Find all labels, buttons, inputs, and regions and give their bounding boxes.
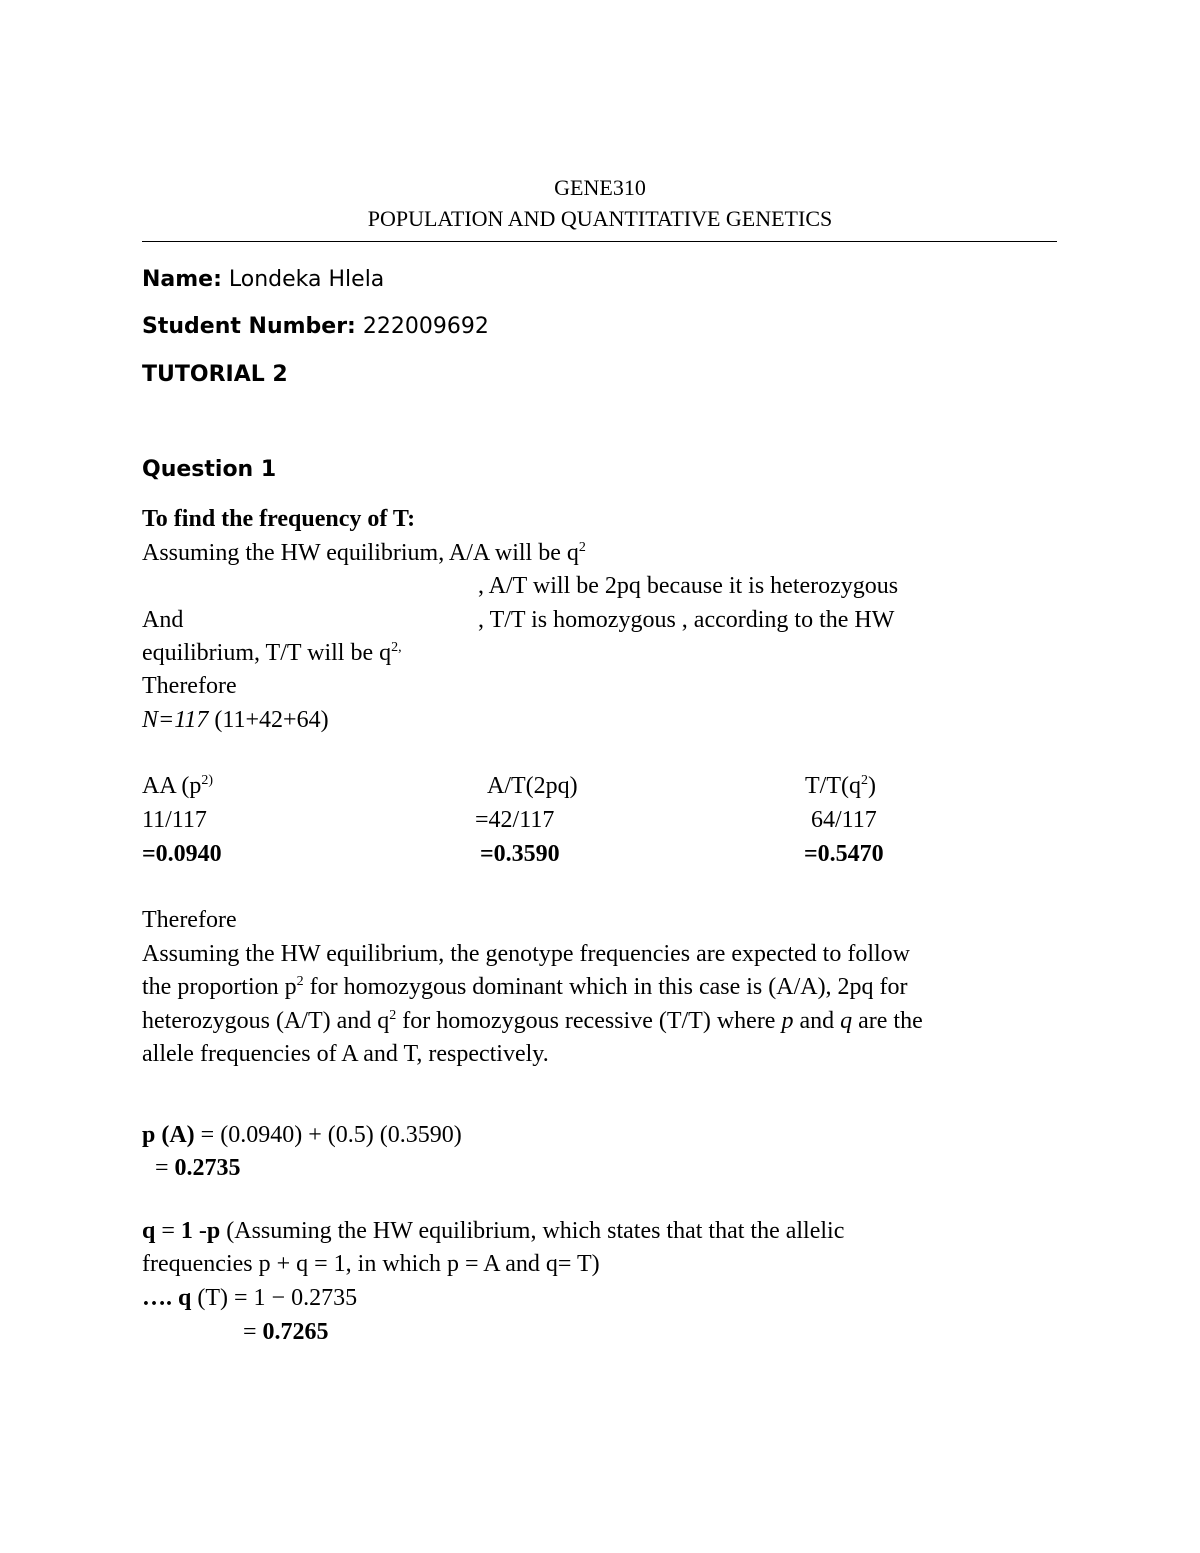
question-line-2: , A/T will be 2pq because it is heterozygous <box>478 573 899 599</box>
col-aa-header <box>142 773 213 800</box>
superscript: 2 <box>860 773 868 788</box>
line-text: the proportion p <box>142 974 297 1000</box>
question-line-5: Therefore <box>142 673 237 699</box>
name-label: Name: <box>142 267 222 292</box>
explanation-line-2 <box>142 974 908 1001</box>
q-calculation <box>142 1218 844 1245</box>
q-explanation: (Assuming the HW equilibrium, which states that that the allelic <box>220 1218 845 1244</box>
explanation-line-4: allele frequencies of A and T, respectively. <box>142 1041 549 1067</box>
line-text: for homozygous dominant which in this case is (A/A), 2pq for <box>303 974 908 1000</box>
col-aa-value: =0.0940 <box>142 841 222 867</box>
student-number-label: Student Number: <box>142 314 356 339</box>
header-divider <box>142 241 1057 242</box>
sample-size-line <box>142 707 329 734</box>
course-code: GENE310 <box>554 175 646 200</box>
explanation-therefore: Therefore <box>142 907 237 933</box>
question-line-1 <box>142 540 586 567</box>
line-text: equilibrium, T/T will be q <box>142 640 392 666</box>
line-text: for homozygous recessive (T/T) where <box>396 1008 782 1034</box>
superscript: 2 <box>389 1008 397 1023</box>
equals: = <box>155 1218 181 1244</box>
col-at-value: =0.3590 <box>480 841 560 867</box>
p-result <box>155 1155 241 1182</box>
student-name-line <box>142 267 384 292</box>
equals: = <box>243 1319 263 1345</box>
q-value: 0.7265 <box>262 1319 329 1345</box>
q-expression: (T) = 1 − 0.2735 <box>191 1285 358 1311</box>
col-at-header: A/T(2pq) <box>487 773 578 799</box>
line-text: Assuming the HW equilibrium, A/A will be q <box>142 540 579 566</box>
col-aa-fraction: 11/117 <box>142 807 207 833</box>
question-line-3-right: , T/T is homozygous , according to the HW <box>478 607 895 633</box>
line-text: heterozygous (A/T) and q <box>142 1008 390 1034</box>
header-text-end: ) <box>867 773 876 799</box>
superscript: 2 <box>578 540 586 555</box>
explanation-line-3 <box>142 1008 923 1035</box>
p-expression: = (0.0940) + (0.5) (0.3590) <box>194 1122 462 1148</box>
col-tt-fraction: 64/117 <box>811 807 877 833</box>
header-text: T/T(q <box>805 773 861 799</box>
var-p: p <box>781 1008 794 1034</box>
superscript: 2, <box>391 640 402 655</box>
explanation-line-1: Assuming the HW equilibrium, the genotype frequencies are expected to follow <box>142 941 910 967</box>
student-number-line <box>142 314 489 339</box>
p-value: 0.2735 <box>174 1155 241 1181</box>
course-title: POPULATION AND QUANTITATIVE GENETICS <box>367 206 833 231</box>
superscript: 2 <box>296 974 304 989</box>
sample-breakdown: (11+42+64) <box>208 707 329 733</box>
q-label: q <box>142 1218 156 1244</box>
col-at-fraction: =42/117 <box>475 807 555 833</box>
line-text: and <box>793 1008 841 1034</box>
col-tt-header <box>805 773 876 800</box>
p-label: p (A) <box>142 1122 195 1148</box>
name-value: Londeka Hlela <box>228 267 385 292</box>
question-line-3-left: And <box>142 607 184 633</box>
header-text: AA (p <box>142 773 202 799</box>
question-subheading: To find the frequency of T: <box>142 506 416 532</box>
line-text: are the <box>852 1008 923 1034</box>
equals: = <box>155 1155 175 1181</box>
superscript: 2) <box>201 773 214 788</box>
col-tt-value: =0.5470 <box>804 841 884 867</box>
question-heading: Question 1 <box>142 457 277 482</box>
q-line-2: frequencies p + q = 1, in which p = A and q= T) <box>142 1251 600 1277</box>
var-q: q <box>840 1008 853 1034</box>
minus: - <box>192 1218 207 1244</box>
one: 1 <box>180 1218 193 1244</box>
q-expression-line <box>142 1285 357 1312</box>
question-line-4 <box>142 640 402 667</box>
q-result <box>243 1319 329 1346</box>
q-dots-label: …. q <box>142 1285 192 1311</box>
student-number-value: 222009692 <box>362 314 489 339</box>
sample-size: N=117 <box>142 707 209 733</box>
p-symbol: p <box>206 1218 221 1244</box>
p-calculation <box>142 1122 462 1149</box>
tutorial-title: TUTORIAL 2 <box>142 362 288 387</box>
